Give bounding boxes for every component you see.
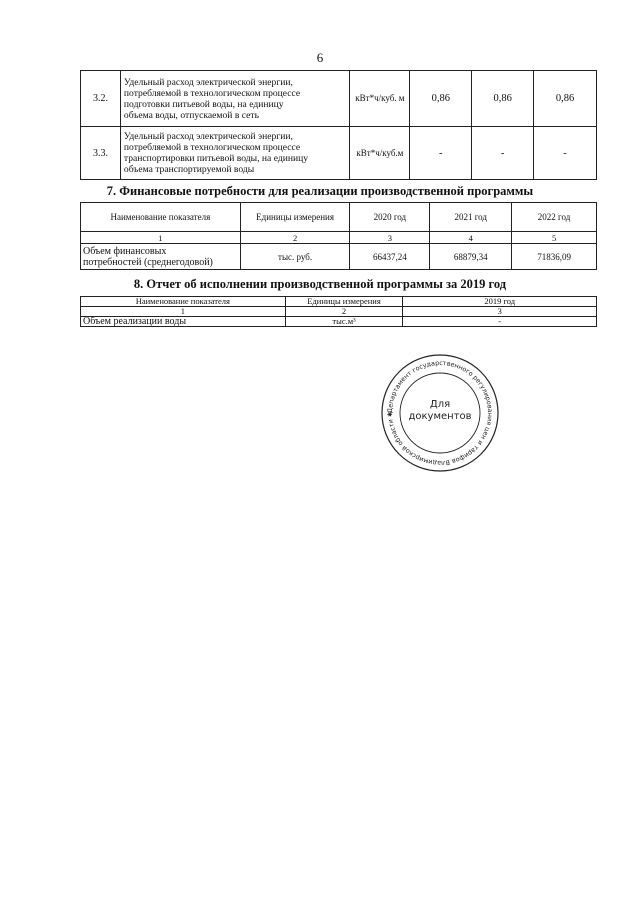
value-cell: - (472, 127, 534, 180)
stamp-text: Для (429, 399, 451, 410)
column-index: 5 (512, 232, 597, 244)
indicator-description: Удельный расход электрической энергии, потребляемой в технологическом процессе транспортировки питьевой воды, на единицу объема транспортируемой воды (120, 127, 350, 180)
value-cell: 0,86 (534, 71, 597, 127)
value-2019: - (403, 317, 597, 327)
execution-report-table (80, 296, 597, 327)
indicator-name: Объем реализации воды (81, 317, 286, 327)
value-cell: 0,86 (472, 71, 534, 127)
table-header-row (81, 297, 597, 307)
table-header-row (81, 203, 597, 232)
column-index: 1 (81, 307, 286, 317)
value-cell: 0,86 (410, 71, 472, 127)
column-header: Единицы измерения (240, 203, 350, 232)
official-stamp (380, 353, 500, 473)
value-cell: - (534, 127, 597, 180)
unit-cell: тыс. руб. (240, 244, 350, 270)
stamp-text: документов (408, 411, 472, 422)
unit-cell: кВт*ч/куб. м (350, 71, 410, 127)
column-header: Наименование показателя (81, 297, 286, 307)
column-header: Наименование показателя (81, 203, 241, 232)
value-2020: 66437,24 (350, 244, 430, 270)
section-7-title: 7. Финансовые потребности для реализации производственной программы (106, 184, 534, 198)
indicator-name: Объем финансовых потребностей (среднегодовой) (81, 244, 241, 270)
value-2022: 71836,09 (512, 244, 597, 270)
svg-text:Департамент государственного р: Департамент государственного регулирования цен и тарифов Владимирской области ✱ (385, 358, 495, 468)
row-number: 3.2. (81, 71, 121, 127)
value-cell: - (410, 127, 472, 180)
column-index-row (81, 307, 597, 317)
column-header: 2021 год (430, 203, 512, 232)
column-index: 1 (81, 232, 241, 244)
page-number: 6 (316, 50, 324, 65)
column-index: 3 (350, 232, 430, 244)
table-row (81, 317, 597, 327)
column-header: 2020 год (350, 203, 430, 232)
row-number: 3.3. (81, 127, 121, 180)
column-header: Единицы измерения (285, 297, 403, 307)
indicator-description: Удельный расход электрической энергии, потребляемой в технологическом процессе подготовки питьевой воды, на единицу объема воды, отпускаемой в сеть (120, 71, 350, 127)
column-index: 3 (403, 307, 597, 317)
column-index-row (81, 232, 597, 244)
table-row (81, 127, 597, 180)
table-row (81, 244, 597, 270)
column-header: 2022 год (512, 203, 597, 232)
energy-consumption-table (80, 70, 597, 180)
column-index: 4 (430, 232, 512, 244)
unit-cell: тыс.м³ (285, 317, 403, 327)
table-row (81, 71, 597, 127)
unit-cell: кВт*ч/куб.м (350, 127, 410, 180)
column-index: 2 (240, 232, 350, 244)
financial-needs-table (80, 202, 597, 270)
column-header: 2019 год (403, 297, 597, 307)
section-8-title: 8. Отчет об исполнении производственной программы за 2019 год (133, 277, 507, 291)
value-2021: 68879,34 (430, 244, 512, 270)
column-index: 2 (285, 307, 403, 317)
